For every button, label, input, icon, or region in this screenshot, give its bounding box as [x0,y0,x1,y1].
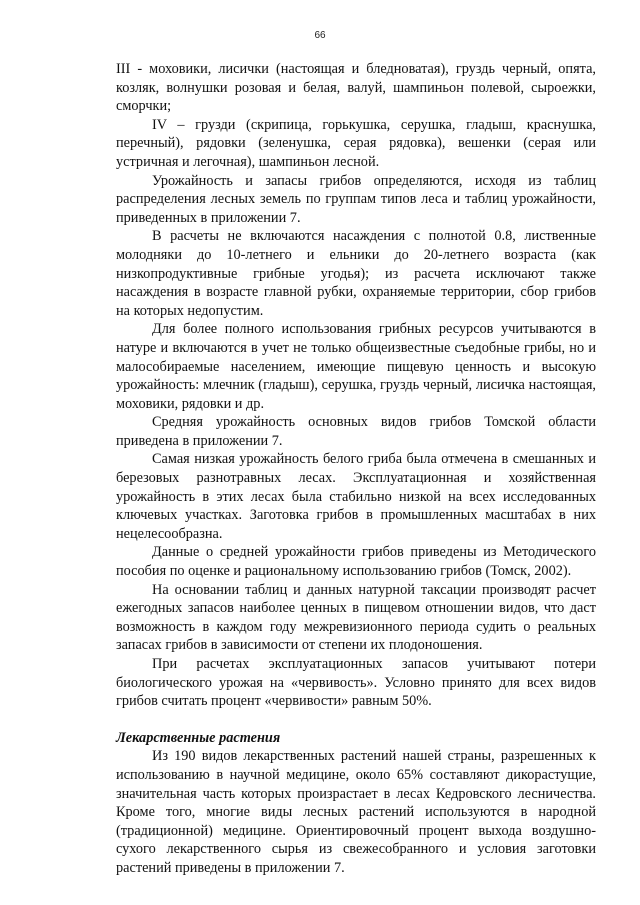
paragraph-lowest-yield: Самая низкая урожайность белого гриба была отмечена в смешанных и березовых разнотравных лесах. Эксплуатационная и хозяйственная урожайность в этих лесах была стабильно низкой на всех исследованных ключевых участках. Заготовка грибов в промышленных масштабах в них нецелесообразна. [116,451,596,542]
paragraph-annual-reserves: На основании таблиц и данных натурной таксации производят расчет ежегодных запасов наиболее ценных в пищевом отношении видов, что даст возможность в каждом году межревизионного периода судить о реальных запасах грибов в зависимости от степени их плодоношения. [116,581,596,654]
page-number: 66 [314,30,326,41]
document-body [116,60,596,878]
paragraph-average-yield: Средняя урожайность основных видов грибов Томской области приведена в приложении 7. [116,414,596,449]
paragraph-yield-determination: Урожайность и запасы грибов определяются, исходя из таблиц распределения лесных земель по группам типов леса и таблиц урожайности, приведенных в приложении 7. [116,172,596,226]
paragraph-mushroom-group-4: IV – грузди (скрипица, горькушка, серушка, гладыш, краснушка, перечный), рядовки (зеленушка, серая рядовка), вешенки (серая или устричная и легочная), шампиньон лесной. [116,116,596,170]
paragraph-mushroom-group-3: III - моховики, лисички (настоящая и бледноватая), груздь черный, опята, козляк, волнушки розовая и белая, валуй, шампиньон полевой, сыроежки, сморчки; [116,61,596,115]
section-heading-medicinal-plants: Лекарственные растения [116,729,281,746]
paragraph-wormy-losses: При расчетах эксплуатационных запасов учитывают потери биологического урожая на «червивость». Условно принято для всех видов грибов считать процент «червивости» равным 50%. [116,656,596,710]
paragraph-data-source: Данные о средней урожайности грибов приведены из Методического пособия по оценке и рациональному использованию грибов (Томск, 2002). [116,544,596,580]
section-gap [116,711,596,729]
paragraph-medicinal-plants: Из 190 видов лекарственных растений нашей страны, разрешенных к использованию в научной медицине, около 65% составляют дикорастущие, значительная часть которых произрастает в лесах Кедровского лесничества. Кроме того, многие виды лесных растений используются в народной (традиционной) медицине. Ориентировочный процент выхода воздушно-сухого лекарственного сырья из свежесобранного и условия заготовки растений приведены в приложении 7. [116,748,596,876]
paragraph-resource-accounting: Для более полного использования грибных ресурсов учитываются в натуре и включаются в учет не только общеизвестные съедобные грибы, но и малособираемые населением, имеющие пищевую ценность и высокую урожайность: млечник (гладыш), серушка, груздь черный, лисичка настоящая, моховики, рядовки и др. [116,321,596,412]
paragraph-excluded-stands: В расчеты не включаются насаждения с полнотой 0.8, лиственные молодняки до 10-летнего и ельники до 20-летнего возраста (как низкопродуктивные грибные угодья); из расчета исключают также насаждения в возрасте главной рубки, охраняемые территории, сбор грибов на которых недопустим. [116,228,596,319]
